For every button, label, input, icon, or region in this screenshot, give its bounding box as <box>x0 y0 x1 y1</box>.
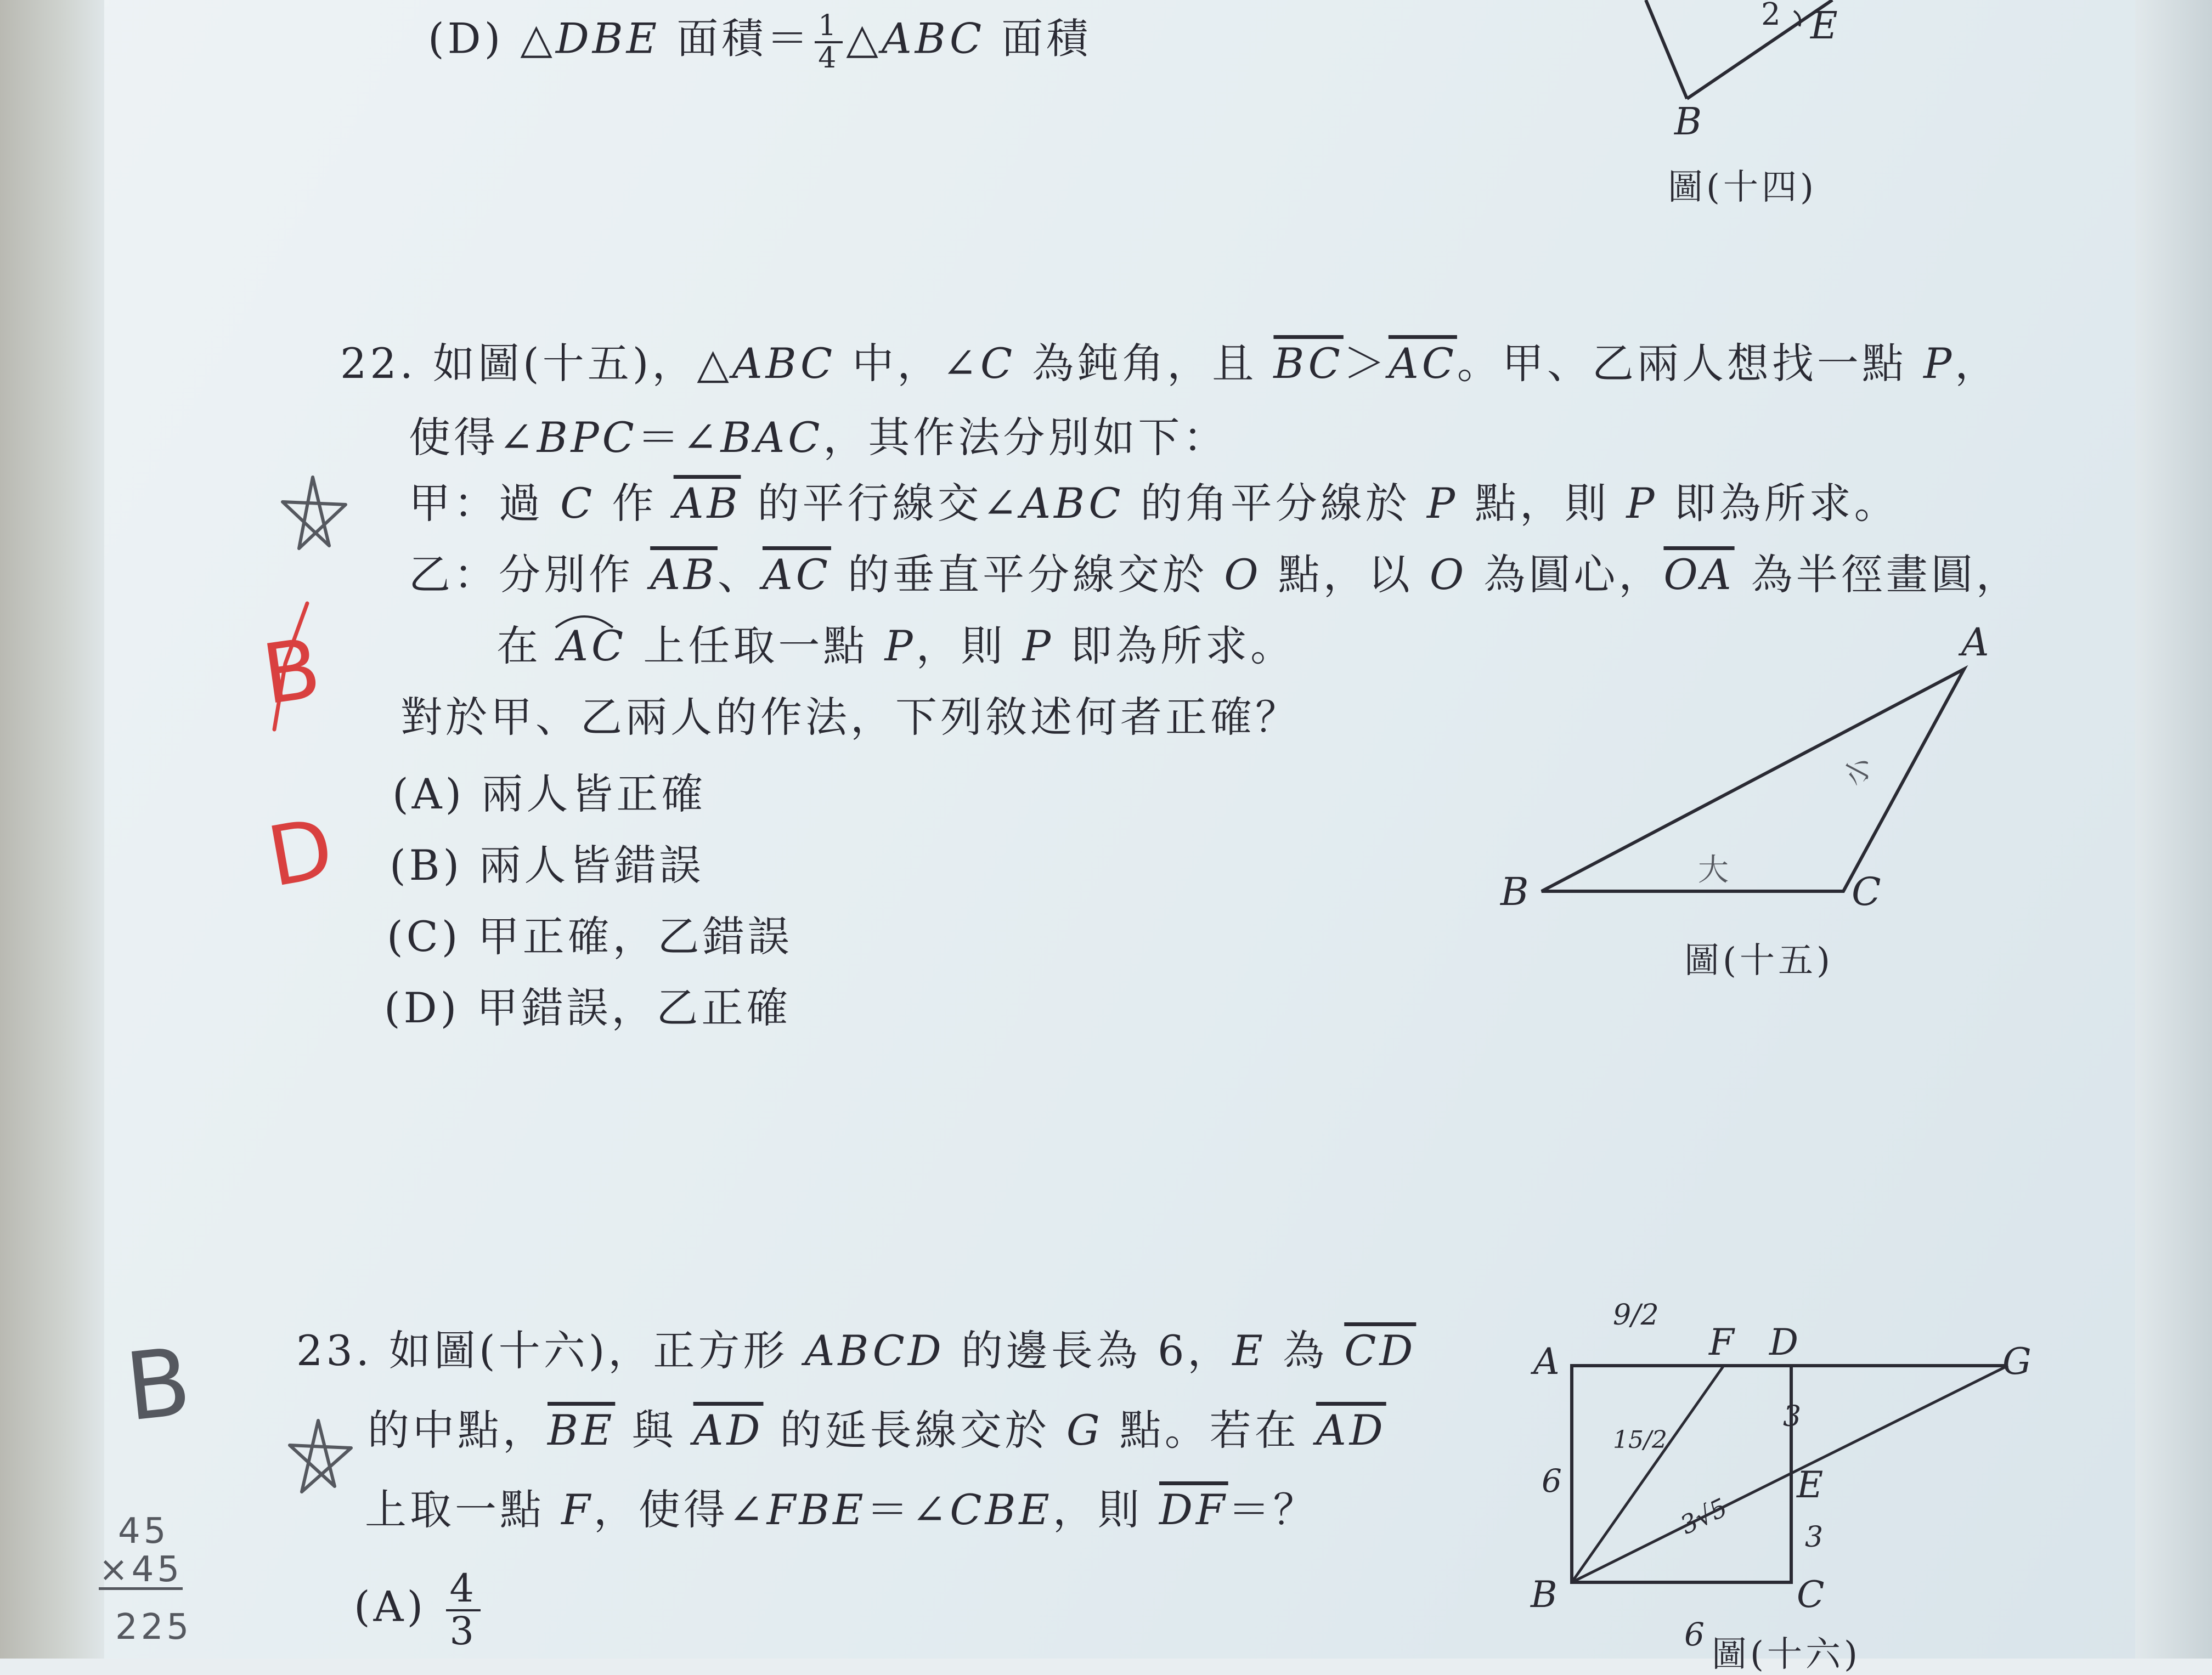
fig14-label-b: B <box>1674 100 1702 144</box>
figure-16 <box>1520 1272 2068 1659</box>
arc-mark-icon <box>551 609 617 631</box>
star-mark-icon <box>277 472 354 554</box>
fig15-label-c: C <box>1852 869 1881 914</box>
q22-line2: 使得∠BPC＝∠BAC，其作法分別如下： <box>409 413 1228 462</box>
fig15-caption: 圖(十五) <box>1684 941 1833 981</box>
hand-calc-2: ×45 <box>99 1549 183 1590</box>
hand-note-de: 3 <box>1783 1400 1802 1433</box>
hand-note-ec: 3 <box>1805 1521 1824 1554</box>
q22-method-yi-cont: 在 AC 上任取一點 P，則 P 即為所求。 <box>496 621 1296 670</box>
fig16-label-c: C <box>1797 1574 1825 1616</box>
q22-line1: 22. 如圖(十五)，△ABC 中，∠C 為鈍角，且 $\overline{BC}>\overline{AC}$。甲、乙兩人想找一點 P， <box>340 339 2000 388</box>
q23-line1: 23. 如圖(十六)，正方形 ABCD 的邊長為 6，E 為 $\overline{CD}$ <box>296 1326 1417 1375</box>
fig14-angle-label: 2 <box>1761 0 1781 32</box>
hand-note-top: 9/2 <box>1613 1299 1659 1332</box>
fraction-quarter: $\frac{1}{4}$ <box>815 11 843 73</box>
star-mark-q23-icon <box>285 1415 357 1497</box>
fig16-label-f: F <box>1709 1321 1734 1363</box>
q22-option-d[interactable]: (D) 甲錯誤，乙正確 <box>384 983 792 1032</box>
hand-note-small: 小 <box>1837 751 1880 792</box>
fig14-label-e: E <box>1810 4 1838 48</box>
hand-note-big: 大 <box>1698 852 1729 888</box>
q22-method-jia: 甲：過 C 作 $\overline{AB}$ 的平行線交∠ABC 的角平分線於 P 點，則 P 即為所求。 <box>409 479 1899 528</box>
q22-number: 22. <box>340 339 416 388</box>
fig15-label-b: B <box>1500 869 1529 914</box>
hand-calc-1: 45 <box>118 1511 170 1552</box>
hand-calc-3: 225 <box>115 1607 193 1648</box>
hand-answer-b-q23: B <box>120 1327 199 1442</box>
fig16-label-e: E <box>1797 1464 1824 1506</box>
arc-ac: AC <box>558 621 627 670</box>
hand-note-fb: 15/2 <box>1613 1426 1667 1454</box>
square-abcd <box>1572 1366 1791 1582</box>
figure-14 <box>1635 0 1887 154</box>
q22-method-yi: 乙：分別作 $\overline{AB}$、$\overline{AC}$ 的垂直平分線交於 O 點，以 O 為圓心，$\overline{OA}$ 為半徑畫圓， <box>409 550 2021 599</box>
triangle-abc <box>1542 669 1964 891</box>
q22-question: 對於甲、乙兩人的作法，下列敘述何者正確？ <box>400 693 1300 742</box>
q23-option-a[interactable]: (A) $\frac{4}{3}$ <box>354 1569 484 1651</box>
fig15-label-a: A <box>1961 620 1989 665</box>
fig14-caption: 圖(十四) <box>1668 167 1817 208</box>
fig16-label-d: D <box>1769 1321 1798 1363</box>
fig14-edge-left <box>1646 0 1687 99</box>
line-bf <box>1572 1366 1724 1582</box>
fraction-four-thirds: $\frac{4}{3}$ <box>446 1569 481 1651</box>
figure-15 <box>1492 620 2030 938</box>
page-left-edge <box>0 0 104 1659</box>
prev-option-d: (D) △DBE 面積＝ $\frac{1}{4}$ △ABC 面積 <box>428 9 1092 75</box>
fig16-label-b: B <box>1531 1574 1558 1616</box>
fig16-label-a: A <box>1533 1340 1560 1383</box>
hand-note-be: 3√5 <box>1675 1492 1732 1541</box>
fig16-caption: 圖(十六) <box>1712 1634 1861 1675</box>
hand-note-bc: 6 <box>1684 1616 1705 1653</box>
q23-line3: 上取一點 F，使得∠FBE＝∠CBE，則 $\overline{DF}=$？ <box>365 1485 1318 1534</box>
q23-line2: 的中點，$\overline{BE}$ 與 $\overline{AD}$ 的延長線交於 G 點。若在 $\overline{AD}$ <box>368 1406 1386 1455</box>
hand-answer-d: D <box>261 800 343 906</box>
q23-number: 23. <box>296 1326 373 1375</box>
page-right-edge <box>2135 0 2212 1659</box>
q22-option-c[interactable]: (C) 甲正確，乙錯誤 <box>387 912 793 961</box>
hand-answer-b: B <box>257 620 330 723</box>
q22-option-a[interactable]: (A) 兩人皆正確 <box>392 769 707 818</box>
hand-note-left: 6 <box>1542 1462 1562 1499</box>
fig16-label-g: G <box>2002 1340 2032 1383</box>
q22-option-b[interactable]: (B) 兩人皆錯誤 <box>390 841 704 890</box>
